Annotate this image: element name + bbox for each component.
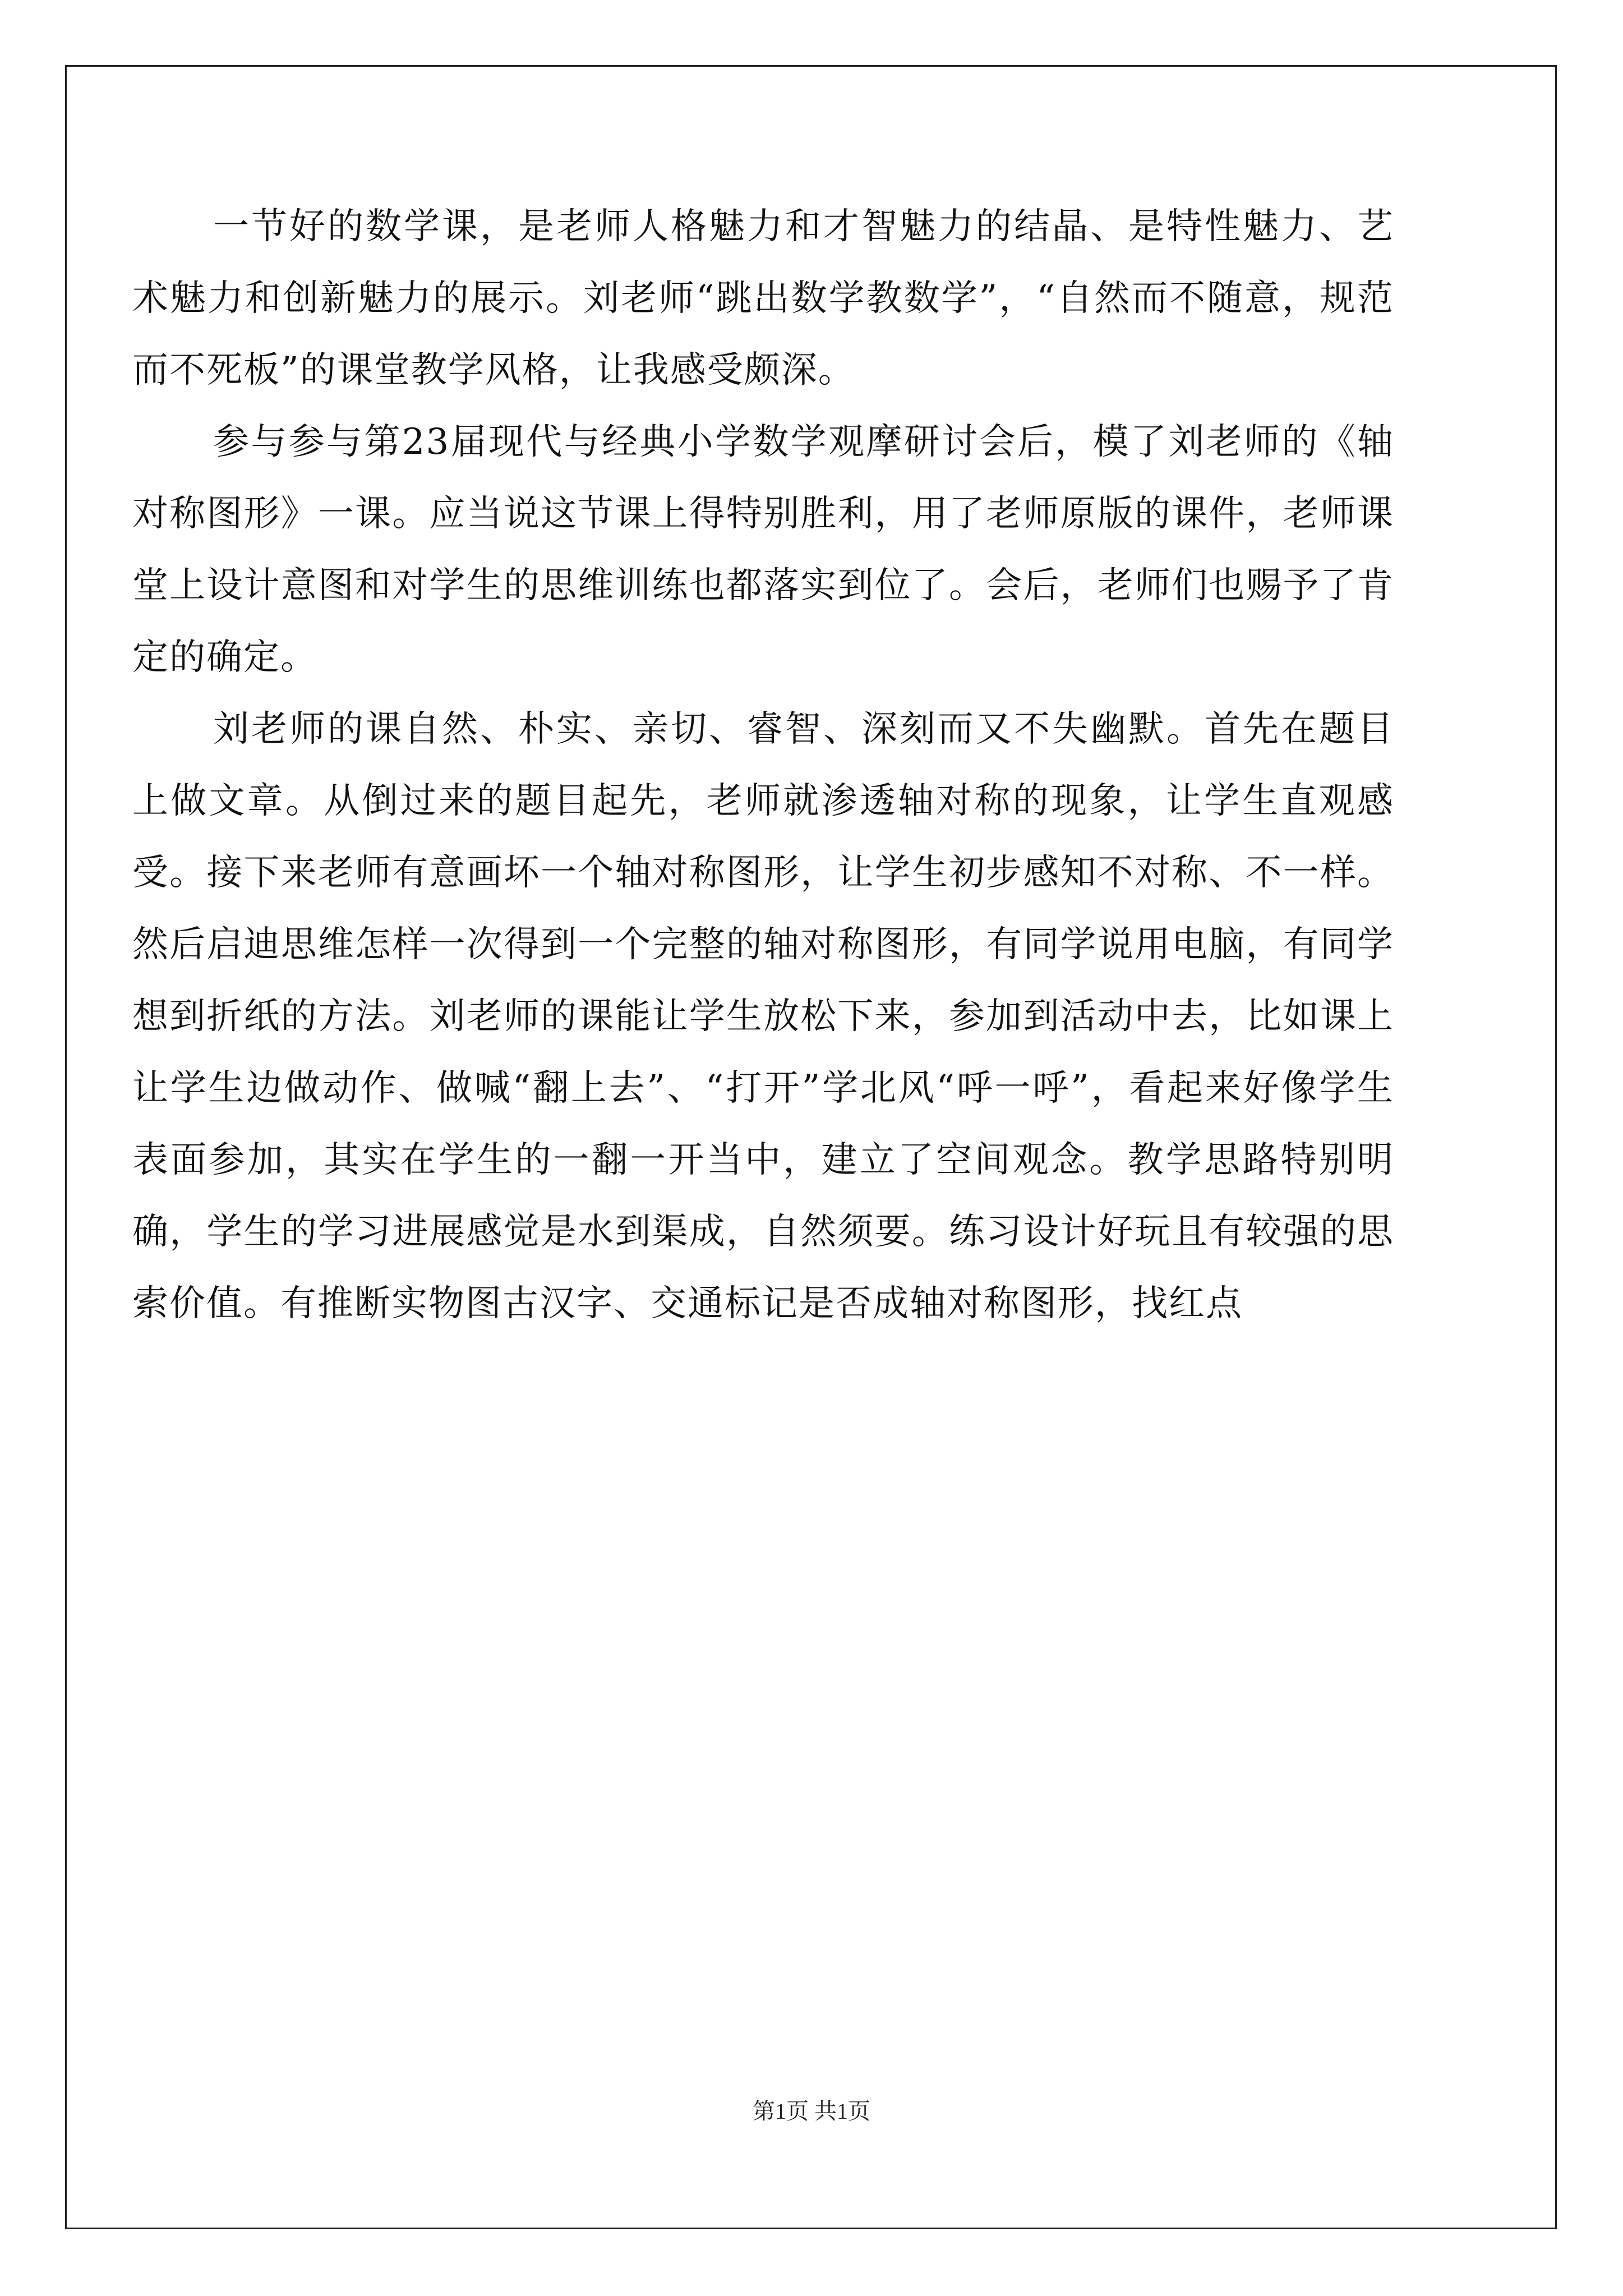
paragraph-2: 参与参与第23届现代与经典小学数学观摩研讨会后，模了刘老师的《轴对称图形》一课。应当说这节课上得特别胜利，用了老师原版的课件，老师课堂上设计意图和对学生的思维训练也都落实到位了。会后，老师们也赐予了肯定的确定。 [132,421,1394,678]
page-footer: 第1页 共1页 [753,2099,870,2124]
paragraph-3: 刘老师的课自然、朴实、亲切、睿智、深刻而又不失幽默。首先在题目上做文章。从倒过来的题目起先，老师就渗透轴对称的现象，让学生直观感受。接下来老师有意画坏一个轴对称图形，让学生初步感知不对称、不一样。然后启迪思维怎样一次得到一个完整的轴对称图形，有同学说用电脑，有同学想到折纸的方法。刘老师的课能让学生放松下来，参加到活动中去，比如课上让学生边做动作、做喊“翻上去”、“打开”学北风“呼一呼”，看起来好像学生表面参加，其实在学生的一翻一开当中，建立了空间观念。教学思路特别明确，学生的学习进展感觉是水到渠成，自然须要。练习设计好玩且有较强的思索价值。有推断实物图古汉字、交通标记是否成轴对称图形，找红点 [132,708,1394,1324]
document-body [132,191,1394,1340]
paragraph-1: 一节好的数学课，是老师人格魅力和才智魅力的结晶、是特性魅力、艺术魅力和创新魅力的展示。刘老师“跳出数学教数学”，“自然而不随意，规范而不死板”的课堂教学风格，让我感受颇深。 [132,206,1394,391]
